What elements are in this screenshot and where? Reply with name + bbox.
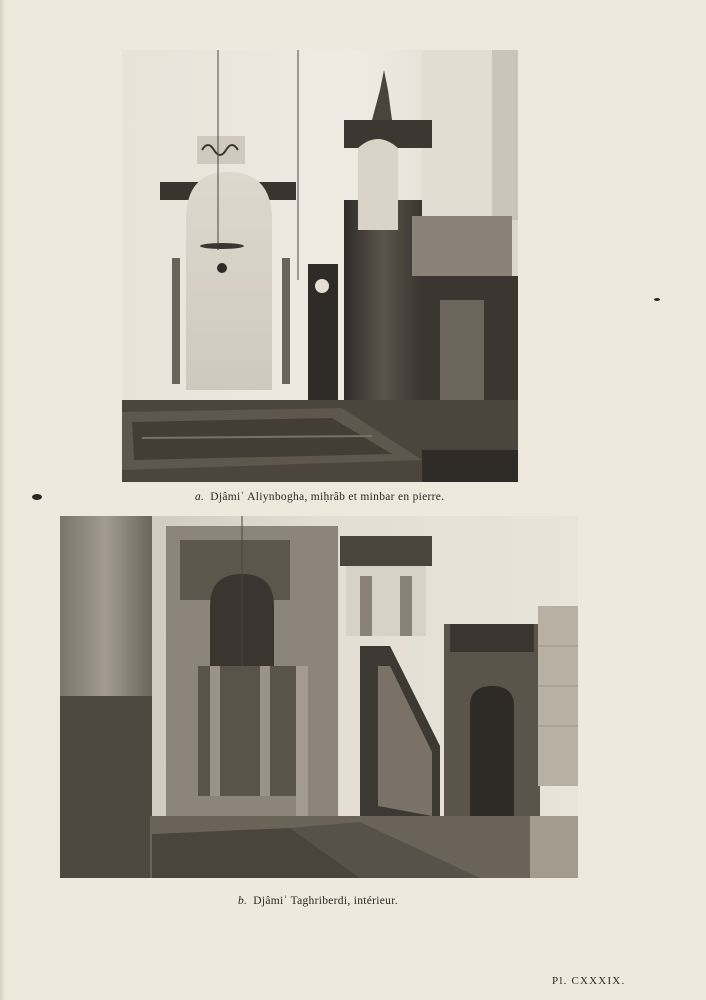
ink-speck [654, 298, 660, 301]
ink-speck [32, 494, 42, 500]
photograph-a-image [122, 50, 518, 482]
photograph-a-mihrab-minbar [122, 50, 518, 482]
caption-b-letter: b. [238, 895, 248, 907]
photograph-b-interior [60, 516, 578, 878]
caption-a-letter: a. [195, 491, 205, 503]
page-edge [0, 0, 6, 1000]
caption-a-text: Djâmiʿ Aliynbogha, miḥrâb et minbar en pierre. [210, 491, 445, 503]
caption-figure-a [195, 491, 444, 503]
plate-number: Pl. CXXXIX. [552, 975, 626, 987]
caption-figure-b [238, 895, 398, 907]
caption-b-text: Djâmiʿ Taghriberdi, intérieur. [253, 895, 398, 907]
photograph-b-image [60, 516, 578, 878]
